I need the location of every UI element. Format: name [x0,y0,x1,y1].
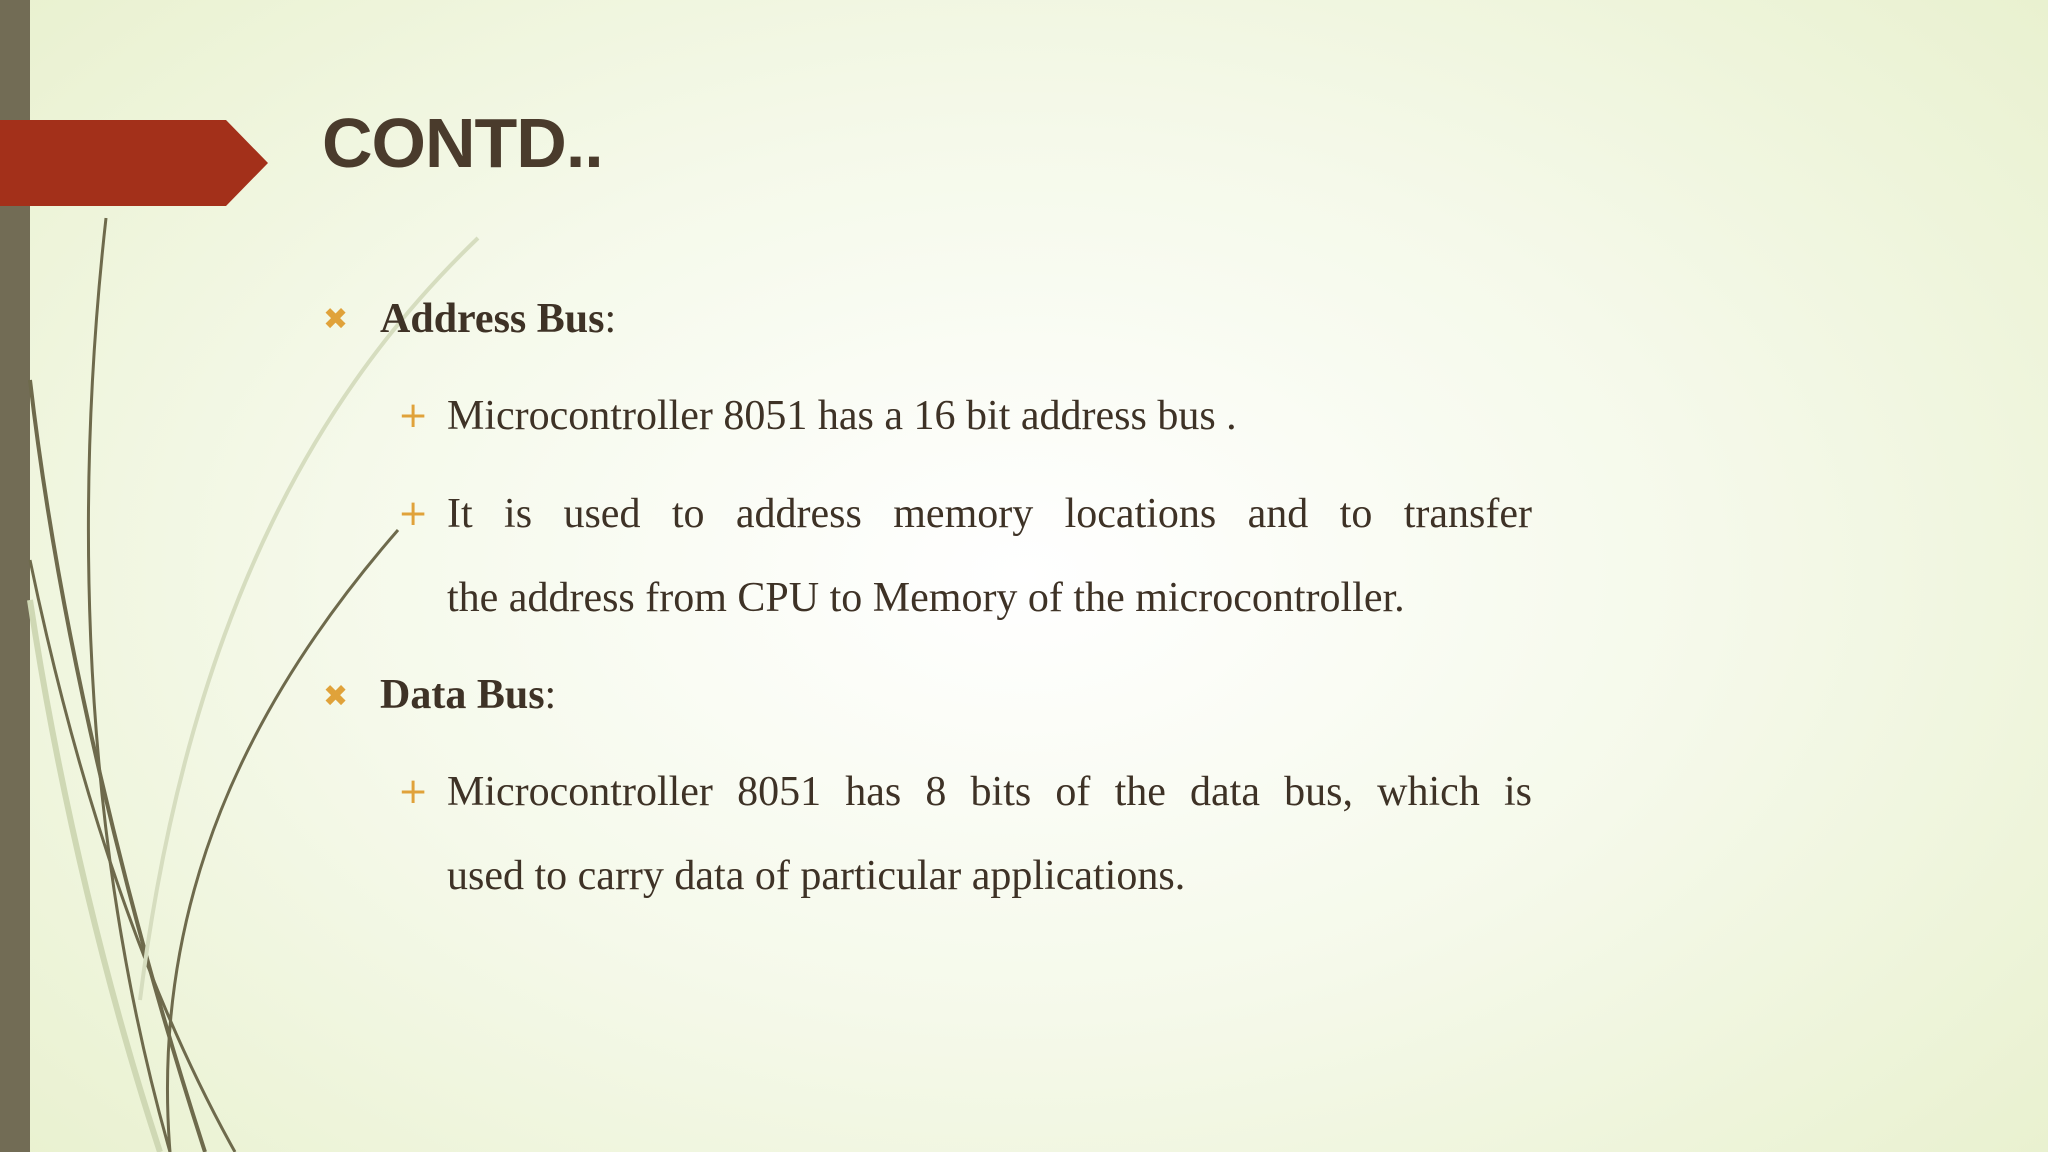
section-heading-text: Data Bus [380,672,545,718]
plus-bullet-icon: + [398,493,429,534]
plus-bullet-icon: + [398,395,429,436]
section-heading-suffix: : [544,672,557,718]
bullet-item-text: Microcontroller 8051 has 8 bits of the data bus, which is [447,769,1532,815]
section-heading-address-bus [380,298,616,340]
bullet-item-text-continued: the address from CPU to Memory of the microcontroller. [447,575,1405,621]
plus-bullet-icon: + [398,771,429,812]
slide-title: CONTD.. [322,104,603,182]
x-bullet-icon: ✖ [323,302,349,337]
bullet-item-text-continued: used to carry data of particular applications. [447,853,1186,899]
bullet-item-text: Microcontroller 8051 has a 16 bit address bus . [447,393,1237,439]
section-heading-suffix: : [604,296,617,342]
section-heading-data-bus [380,674,556,716]
section-heading-text: Address Bus [380,296,605,342]
x-bullet-icon: ✖ [323,679,349,714]
bullet-item-text: It is used to address memory locations and to transfer [447,491,1532,537]
